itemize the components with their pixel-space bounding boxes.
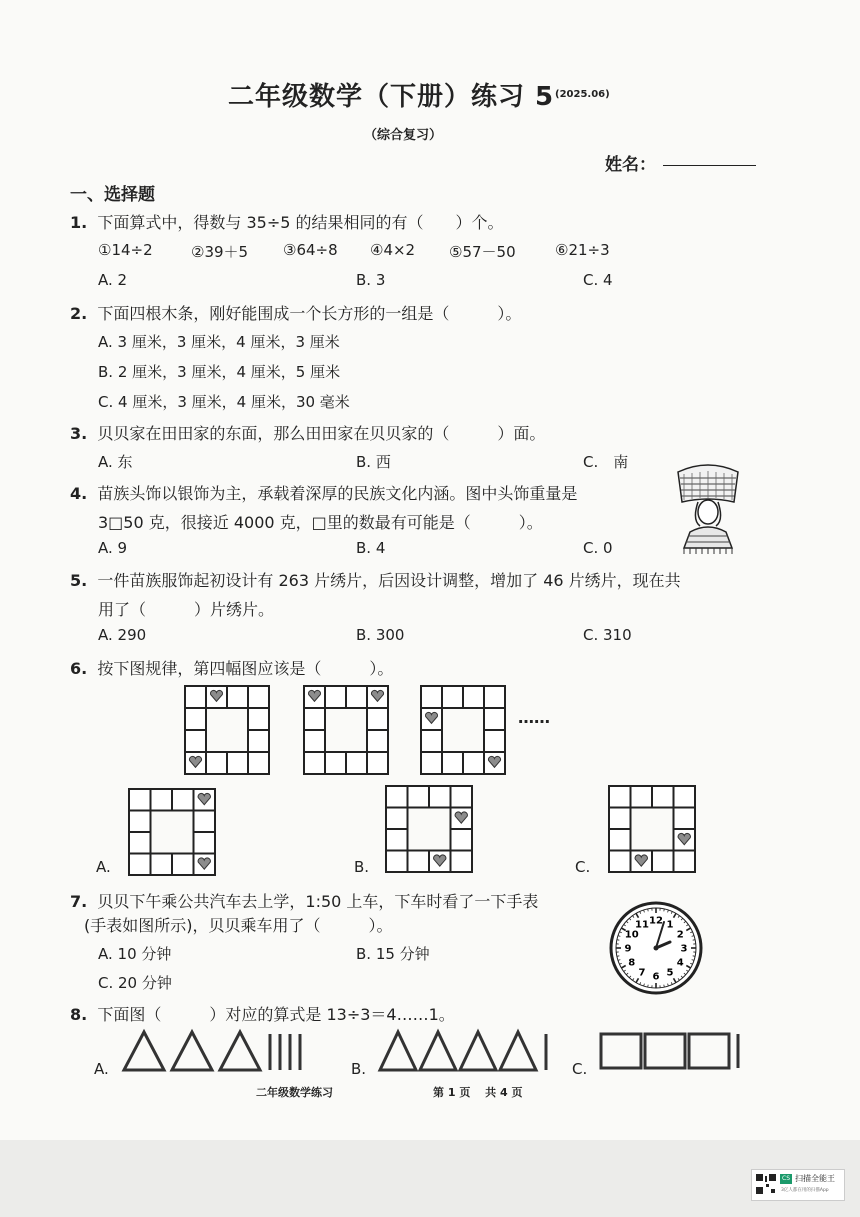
grid-cell <box>442 752 463 774</box>
pattern-grid <box>128 788 216 876</box>
q5-option-c[interactable]: C. 310 <box>583 626 632 644</box>
clock-number: 9 <box>624 943 632 955</box>
grid-cell <box>248 752 269 774</box>
grid-cell <box>206 752 227 774</box>
grid-cell <box>631 786 653 808</box>
question-3 <box>70 421 545 444</box>
question-text: 下面算式中，得数与 35÷5 的结果相同的有（ ）个。 <box>97 213 504 232</box>
question-text: 下面图（ ）对应的算式是 13÷3＝4……1。 <box>97 1005 455 1024</box>
grid-cell <box>185 686 206 708</box>
pattern-ellipsis: …… <box>518 708 550 727</box>
qr-code-icon <box>755 1173 777 1195</box>
pattern-grid <box>303 685 389 775</box>
grid-cell <box>151 854 173 876</box>
scanner-sub: 3亿人都在用的扫描App <box>781 1188 829 1193</box>
q4-option-c[interactable]: C. 0 <box>583 539 613 557</box>
question-7-line-2: (手表如图所示)，贝贝乘车用了（ ）。 <box>84 916 393 935</box>
clock-tick <box>617 940 619 941</box>
clock-number: 1 <box>666 919 674 931</box>
q6-option-c-label[interactable]: C. <box>575 858 591 876</box>
q1-item-1: ①14÷2 <box>98 241 153 259</box>
q3-option-c[interactable]: C. 南 <box>583 453 629 471</box>
q1-item-2: ②39＋5 <box>191 243 249 261</box>
q2-option-b[interactable]: B. 2 厘米，3 厘米，4 厘米，5 厘米 <box>98 363 341 381</box>
grid-cell <box>451 786 473 808</box>
grid-cell <box>609 851 631 873</box>
grid-cell <box>129 854 151 876</box>
grid-cell <box>674 786 696 808</box>
grid-cell <box>346 752 367 774</box>
q4-option-b[interactable]: B. 4 <box>356 539 386 557</box>
question-4 <box>70 481 577 504</box>
grid-cell <box>367 708 388 730</box>
question-number: 2. <box>70 304 88 323</box>
pattern-grid <box>184 685 270 775</box>
question-text: 下面四根木条，刚好能围成一个长方形的一组是（ ）。 <box>97 304 522 323</box>
question-8 <box>70 1002 455 1025</box>
q7-option-a[interactable]: A. 10 分钟 <box>98 945 172 963</box>
clock-tick <box>617 956 619 957</box>
q1-item-6: ⑥21÷3 <box>555 241 610 259</box>
grid-cell <box>129 789 151 811</box>
clock-number: 8 <box>628 957 636 969</box>
question-5-line-2: 用了（ ）片绣片。 <box>98 600 275 619</box>
scanner-watermark <box>751 1169 845 1201</box>
grid-cell <box>484 730 505 752</box>
grid-cell <box>367 752 388 774</box>
clock-number: 5 <box>666 967 674 979</box>
page-number: 第 1 页 共 4 页 <box>433 1086 523 1099</box>
grid-cell <box>421 752 442 774</box>
grid-cell <box>185 708 206 730</box>
grid-cell <box>451 851 473 873</box>
name-blank-line[interactable] <box>663 165 756 166</box>
q6-option-a-label[interactable]: A. <box>96 858 111 876</box>
q8-option-a-label[interactable]: A. <box>94 1060 109 1078</box>
grid-cell <box>227 752 248 774</box>
grid-cell <box>429 786 451 808</box>
pattern-grid <box>385 785 473 873</box>
clock-number: 11 <box>635 919 649 931</box>
grid-cell <box>674 851 696 873</box>
grid-cell <box>346 686 367 708</box>
clock-tick <box>648 985 649 987</box>
exam-date: (2025.06) <box>555 89 610 100</box>
grid-cell <box>367 730 388 752</box>
grid-cell <box>463 686 484 708</box>
grid-cell <box>304 730 325 752</box>
clock-number: 7 <box>638 967 646 979</box>
grid-cell <box>652 851 674 873</box>
clock-number: 6 <box>652 971 660 983</box>
grid-cell <box>194 811 216 833</box>
clock-tick <box>664 985 665 987</box>
question-6 <box>70 656 393 679</box>
section-heading: 一、选择题 <box>70 185 155 205</box>
scanner-label: 扫描全能王 <box>795 1174 835 1183</box>
q8-option-c-label[interactable]: C. <box>572 1060 588 1078</box>
grid-cell <box>227 686 248 708</box>
q3-option-a[interactable]: A. 东 <box>98 453 133 471</box>
question-7 <box>70 889 538 912</box>
grid-cell <box>194 832 216 854</box>
grid-cell <box>609 786 631 808</box>
grid-cell <box>386 829 408 851</box>
clock-number: 10 <box>624 929 639 941</box>
clock-tick <box>693 956 695 957</box>
clock-number: 12 <box>649 915 663 927</box>
pattern-grid <box>420 685 506 775</box>
grid-cell <box>248 730 269 752</box>
name-label: 姓名： <box>605 155 656 175</box>
q2-option-a[interactable]: A. 3 厘米，3 厘米，4 厘米，3 厘米 <box>98 333 340 351</box>
pattern-grid <box>608 785 696 873</box>
grid-cell <box>484 708 505 730</box>
q6-option-b-label[interactable]: B. <box>354 858 370 876</box>
grid-cell <box>129 811 151 833</box>
q1-item-3: ③64÷8 <box>283 241 338 259</box>
question-text: 苗族头饰以银饰为主，承载着深厚的民族文化内涵。图中头饰重量是 <box>97 484 578 503</box>
question-number: 4. <box>70 484 88 503</box>
grid-cell <box>129 832 151 854</box>
miao-headdress-illustration <box>670 462 746 554</box>
grid-cell <box>172 854 194 876</box>
page-subtitle: （综合复习） <box>364 128 443 143</box>
question-text: 贝贝下午乘公共汽车去上学，1:50 上车，下车时看了一下手表 <box>97 892 539 911</box>
clock-number: 2 <box>676 929 684 941</box>
question-5 <box>70 568 681 591</box>
grid-cell <box>248 686 269 708</box>
question-number: 7. <box>70 892 88 911</box>
footer-title: 二年级数学练习 <box>256 1086 333 1099</box>
grid-cell <box>609 808 631 830</box>
question-number: 3. <box>70 424 88 443</box>
grid-cell <box>325 752 346 774</box>
q8-option-b-label[interactable]: B. <box>351 1060 367 1078</box>
question-number: 1. <box>70 213 88 232</box>
q1-item-5: ⑤57－50 <box>449 243 516 261</box>
clock-number: 3 <box>680 943 688 955</box>
q2-option-c[interactable]: C. 4 厘米，3 厘米，4 厘米，30 毫米 <box>98 393 350 411</box>
clock-icon <box>608 900 704 996</box>
grid-cell <box>151 789 173 811</box>
grid-cell <box>386 808 408 830</box>
question-number: 8. <box>70 1005 88 1024</box>
grid-cell <box>451 829 473 851</box>
grid-cell <box>674 808 696 830</box>
grid-cell <box>442 686 463 708</box>
q1-option-a[interactable]: A. 2 <box>98 271 128 289</box>
grid-cell <box>408 786 430 808</box>
clock-tick <box>664 909 665 911</box>
q7-option-c[interactable]: C. 20 分钟 <box>98 974 172 992</box>
question-number: 5. <box>70 571 88 590</box>
grid-cell <box>185 730 206 752</box>
grid-cell <box>304 708 325 730</box>
grid-cell <box>248 708 269 730</box>
grid-cell <box>463 752 484 774</box>
grid-cell <box>304 752 325 774</box>
grid-cell <box>421 686 442 708</box>
grid-cell <box>421 730 442 752</box>
question-text: 按下图规律，第四幅图应该是（ ）。 <box>97 659 394 678</box>
scanner-logo: CS <box>782 1175 790 1182</box>
question-number: 6. <box>70 659 88 678</box>
grid-cell <box>386 786 408 808</box>
clock-number: 4 <box>676 957 684 969</box>
q3-option-b[interactable]: B. 西 <box>356 453 391 471</box>
grid-cell <box>172 789 194 811</box>
q5-option-a[interactable]: A. 290 <box>98 626 147 644</box>
q8-option-b-sticks[interactable] <box>376 1028 556 1074</box>
q7-option-b[interactable]: B. 15 分钟 <box>356 945 430 963</box>
clock-tick <box>693 940 695 941</box>
question-2 <box>70 301 521 324</box>
q1-option-c[interactable]: C. 4 <box>583 271 613 289</box>
q1-option-b[interactable]: B. 3 <box>356 271 386 289</box>
question-text: 贝贝家在田田家的东面，那么田田家在贝贝家的（ ）面。 <box>97 424 546 443</box>
grid-cell <box>325 686 346 708</box>
q8-option-a-sticks[interactable] <box>120 1028 320 1074</box>
clock-tick <box>648 909 649 911</box>
grid-cell <box>408 851 430 873</box>
grid-cell <box>386 851 408 873</box>
q5-option-b[interactable]: B. 300 <box>356 626 405 644</box>
grid-cell <box>484 686 505 708</box>
grid-cell <box>652 786 674 808</box>
q4-option-a[interactable]: A. 9 <box>98 539 128 557</box>
q8-option-c-sticks[interactable] <box>598 1030 748 1070</box>
question-1 <box>70 210 504 233</box>
grid-cell <box>609 829 631 851</box>
q1-item-4: ④4×2 <box>370 241 416 259</box>
question-4-line-2: 3□50 克，很接近 4000 克，□里的数最有可能是（ ）。 <box>98 513 543 532</box>
question-text: 一件苗族服饰起初设计有 263 片绣片，后因设计调整，增加了 46 片绣片，现在共 <box>97 571 681 590</box>
page-title: 二年级数学（下册）练习 5 <box>228 82 555 112</box>
